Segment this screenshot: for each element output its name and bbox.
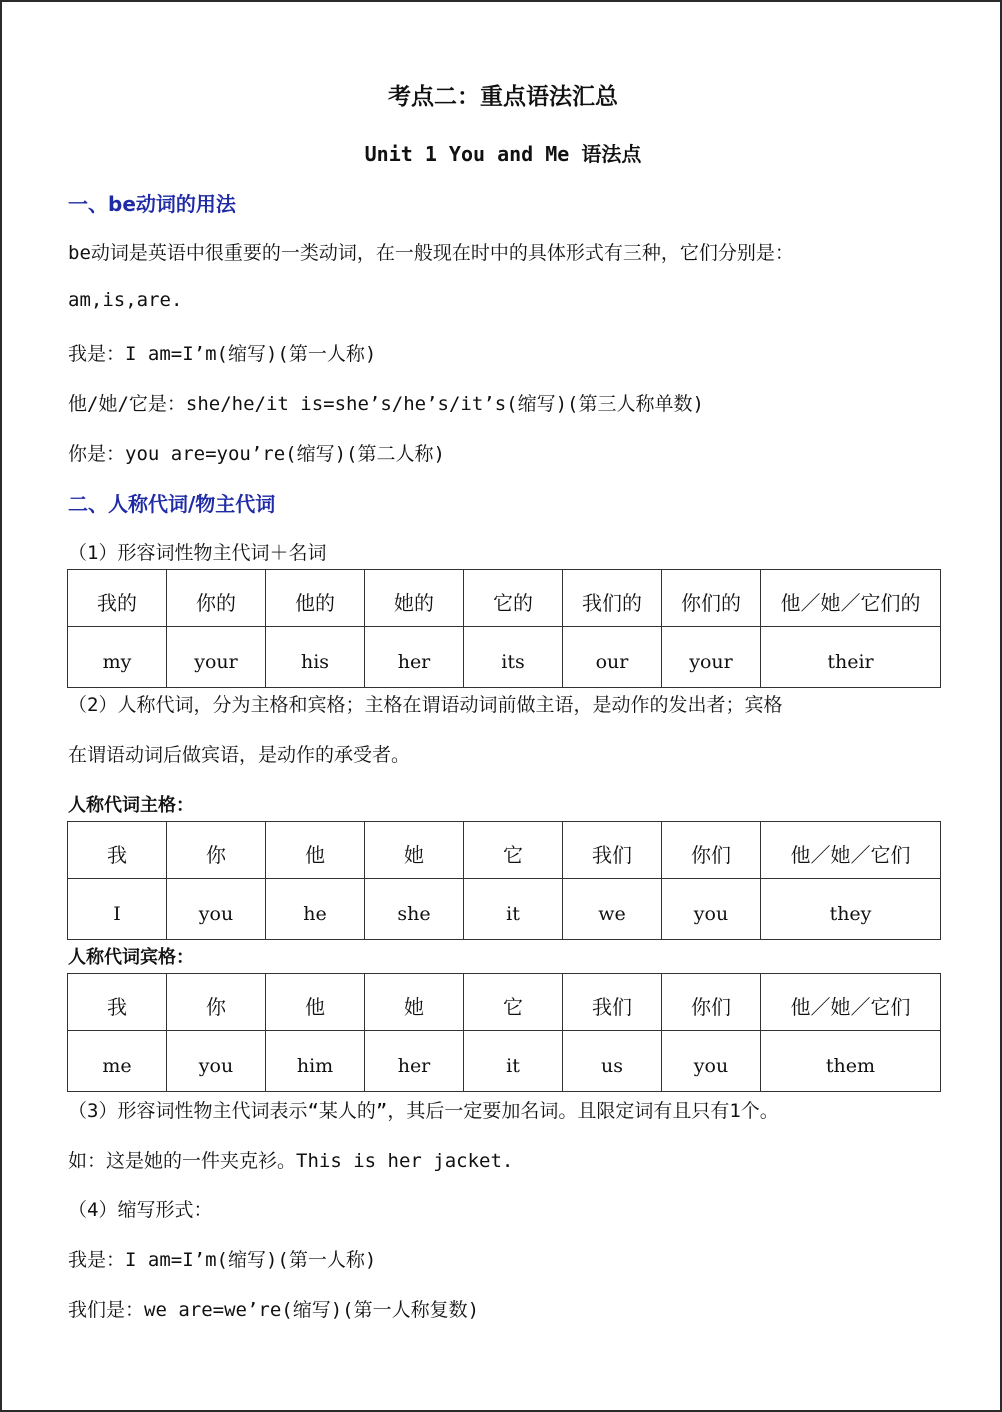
table-cell: 她的 (365, 570, 464, 627)
section1-line1: be动词是英语中很重要的一类动词，在一般现在时中的具体形式有三种，它们分别是： (68, 242, 794, 264)
table-cell: 我的 (68, 570, 167, 627)
table-cell: 你 (167, 822, 266, 879)
nominative-label: 人称代词主格： (68, 795, 194, 816)
table-cell: its (464, 627, 563, 688)
section2-heading: 二、人称代词/物主代词 (68, 492, 276, 516)
section2-sub3: （3）形容词性物主代词表示“某人的”，其后一定要加名词。且限定词有且只有1个。 (68, 1100, 779, 1122)
table-cell: you (662, 879, 761, 940)
section1-line3: 我是：I am=I’m(缩写)(第一人称) (68, 343, 377, 365)
table-cell: 我们的 (563, 570, 662, 627)
table-cell: him (266, 1031, 365, 1092)
table-cell: 我们 (563, 822, 662, 879)
objective-table (67, 973, 941, 1092)
table-cell: us (563, 1031, 662, 1092)
section1-heading: 一、be动词的用法 (68, 192, 236, 216)
objective-table-row-en (68, 1031, 941, 1092)
page-title: 考点二：重点语法汇总 (388, 84, 618, 110)
nominative-table-row-en (68, 879, 941, 940)
table-cell: 它 (464, 974, 563, 1031)
table-cell: me (68, 1031, 167, 1092)
section2-example: 如：这是她的一件夹克衫。This is her jacket. (68, 1150, 514, 1172)
table-cell: you (662, 1031, 761, 1092)
table-cell: we (563, 879, 662, 940)
table-cell: 她 (365, 822, 464, 879)
table-cell: them (761, 1031, 941, 1092)
table-cell: our (563, 627, 662, 688)
table-cell: her (365, 1031, 464, 1092)
table-cell: 你们 (662, 822, 761, 879)
table-cell: he (266, 879, 365, 940)
table-cell: 他／她／它们 (761, 822, 941, 879)
possessive-table (67, 569, 941, 688)
section1-line5: 你是：you are=you’re(缩写)(第二人称) (68, 443, 445, 465)
table-cell: 你的 (167, 570, 266, 627)
section2-sub4: （4）缩写形式： (68, 1199, 213, 1221)
table-cell: you (167, 879, 266, 940)
section2-sub2-line1: （2）人称代词，分为主格和宾格；主格在谓语动词前做主语，是动作的发出者；宾格 (68, 694, 783, 716)
table-cell: they (761, 879, 941, 940)
table-cell: 他／她／它们的 (761, 570, 941, 627)
table-cell: I (68, 879, 167, 940)
possessive-table-row-zh (68, 570, 941, 627)
section2-sub4-line1: 我是：I am=I’m(缩写)(第一人称) (68, 1249, 377, 1271)
table-cell: 他的 (266, 570, 365, 627)
section1-line4: 他/她/它是：she/he/it is=she’s/he’s/it’s(缩写)(第三人称单数) (68, 393, 704, 415)
table-cell: my (68, 627, 167, 688)
table-cell: her (365, 627, 464, 688)
table-cell: their (761, 627, 941, 688)
table-cell: 它 (464, 822, 563, 879)
table-cell: 我们 (563, 974, 662, 1031)
section2-sub4-line2: 我们是：we are=we’re(缩写)(第一人称复数) (68, 1299, 480, 1321)
table-cell: she (365, 879, 464, 940)
table-cell: 他／她／它们 (761, 974, 941, 1031)
table-cell: 他 (266, 822, 365, 879)
table-cell: 你们 (662, 974, 761, 1031)
section2-sub1: （1）形容词性物主代词＋名词 (68, 542, 327, 564)
table-cell: it (464, 1031, 563, 1092)
table-cell: 你们的 (662, 570, 761, 627)
table-cell: 他 (266, 974, 365, 1031)
objective-table-row-zh (68, 974, 941, 1031)
table-cell: his (266, 627, 365, 688)
section1-line2: am,is,are. (68, 289, 183, 311)
table-cell: 她 (365, 974, 464, 1031)
table-cell: 我 (68, 822, 167, 879)
objective-label: 人称代词宾格： (68, 947, 194, 968)
nominative-table (67, 821, 941, 940)
table-cell: 你 (167, 974, 266, 1031)
table-cell: 我 (68, 974, 167, 1031)
table-cell: you (167, 1031, 266, 1092)
page-subtitle: Unit 1 You and Me 语法点 (364, 142, 642, 166)
table-cell: your (167, 627, 266, 688)
possessive-table-row-en (68, 627, 941, 688)
table-cell: 它的 (464, 570, 563, 627)
table-cell: it (464, 879, 563, 940)
section2-sub2-line2: 在谓语动词后做宾语，是动作的承受者。 (68, 744, 411, 766)
nominative-table-row-zh (68, 822, 941, 879)
table-cell: your (662, 627, 761, 688)
